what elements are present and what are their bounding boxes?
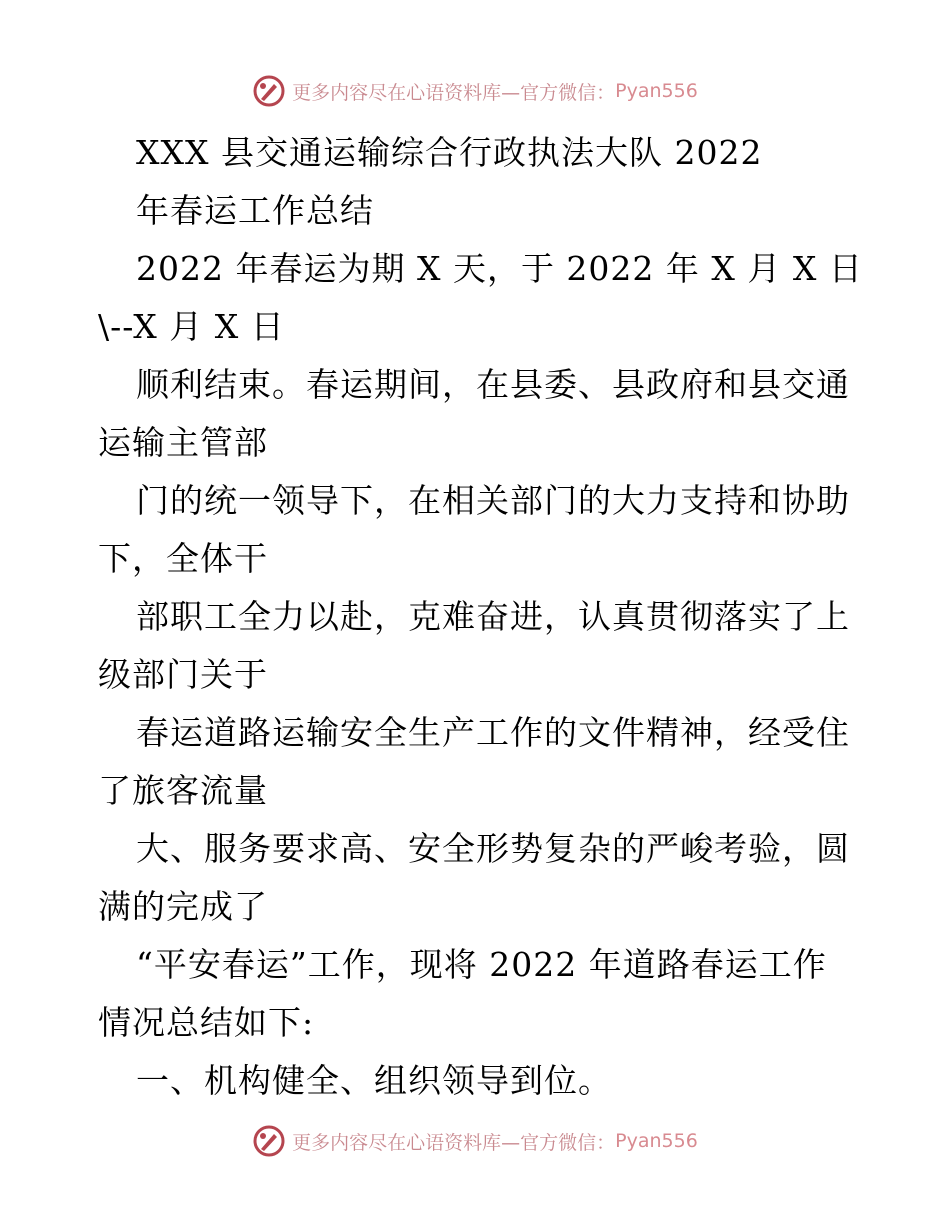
watermark-text: 更多内容尽在心语资料库—官方微信： xyxy=(292,1131,616,1154)
body-line: 部职工全力以赴，克难奋进，认真贯彻落实了上 xyxy=(136,597,850,636)
body-line: 2022 年春运为期 X 天，于 2022 年 X 月 X 日 xyxy=(136,249,863,288)
body-line: “平安春运”工作，现将 2022 年道路春运工作 xyxy=(136,945,827,984)
watermark-text: 更多内容尽在心语资料库—官方微信： xyxy=(292,81,616,104)
pen-seal-icon xyxy=(252,1124,286,1158)
watermark-id: Pyan556 xyxy=(615,1130,698,1152)
title-line-1: XXX 县交通运输综合行政执法大队 2022 xyxy=(136,133,763,172)
document-body xyxy=(98,124,863,1110)
body-line: 春运道路运输安全生产工作的文件精神，经受住 xyxy=(136,713,850,752)
body-line: 大、服务要求高、安全形势复杂的严峻考验，圆 xyxy=(136,829,850,868)
body-line: 级部门关于 xyxy=(98,655,268,694)
section-heading: 一、机构健全、组织领导到位。 xyxy=(136,1061,612,1100)
watermark-id: Pyan556 xyxy=(615,80,698,102)
body-line: \--X 月 X 日 xyxy=(98,307,285,346)
header-watermark xyxy=(0,74,950,108)
body-line: 满的完成了 xyxy=(98,887,268,926)
pen-seal-icon xyxy=(252,74,286,108)
body-line: 情况总结如下: xyxy=(98,1003,315,1042)
body-line: 门的统一领导下，在相关部门的大力支持和协助 xyxy=(136,481,850,520)
title-line-2: 年春运工作总结 xyxy=(136,191,374,230)
body-line: 了旅客流量 xyxy=(98,771,268,810)
body-line: 顺利结束。春运期间，在县委、县政府和县交通 xyxy=(136,365,850,404)
body-line: 下，全体干 xyxy=(98,539,268,578)
footer-watermark xyxy=(0,1124,950,1158)
body-line: 运输主管部 xyxy=(98,423,268,462)
